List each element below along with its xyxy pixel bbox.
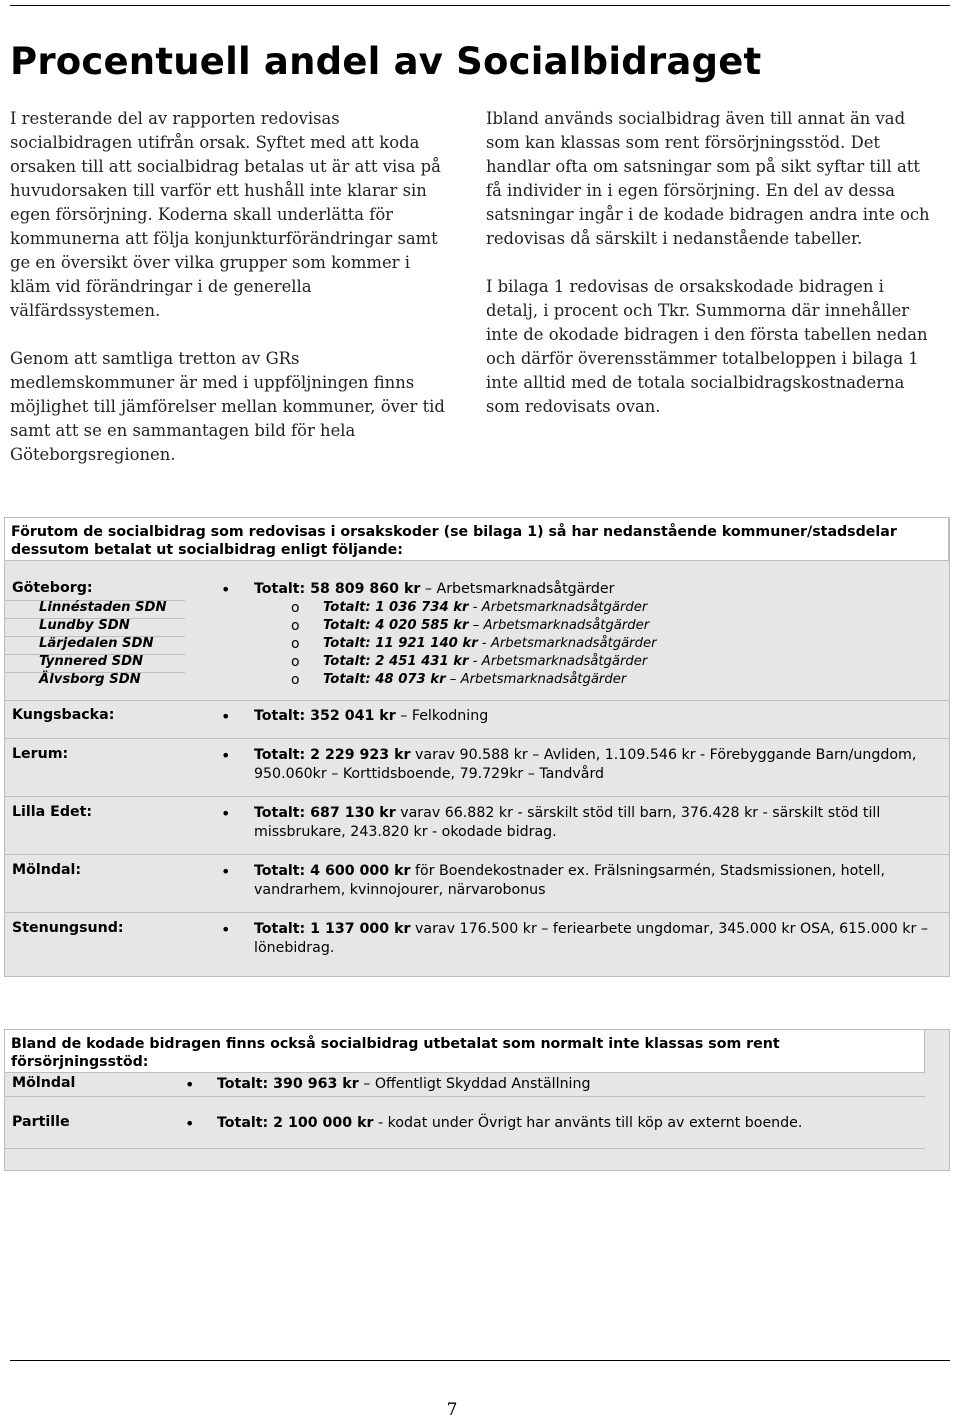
divider bbox=[5, 700, 949, 701]
circle-bullet-icon: o bbox=[291, 654, 300, 670]
row-label: Mölndal: bbox=[12, 862, 82, 878]
row-label: Stenungsund: bbox=[12, 920, 124, 936]
bullet-icon: • bbox=[185, 1075, 195, 1094]
row-content: Totalt: 4 600 000 kr för Boendekostnader ex. Frälsningsarmén, Stadsmissionen, hotell, vandrarhem, kvinnojourer, närvarobonus bbox=[254, 863, 885, 898]
bullet-icon: • bbox=[221, 862, 231, 881]
divider bbox=[5, 854, 949, 855]
bullet-icon: • bbox=[185, 1114, 195, 1133]
table-header: Bland de kodade bidragen finns också socialbidrag utbetalat som normalt inte klassas som rent försörjningsstöd: bbox=[5, 1030, 925, 1073]
divider bbox=[5, 796, 949, 797]
divider bbox=[5, 912, 949, 913]
row-label: Lilla Edet: bbox=[12, 804, 93, 820]
right-text-column bbox=[486, 107, 936, 443]
row-content: Totalt: 2 229 923 kr varav 90.588 kr – Avliden, 1.109.546 kr - Förebyggande Barn/ungdom, 950.060kr – Korttidsboende, 79.729kr – Tandvård bbox=[254, 747, 917, 782]
bullet-icon: • bbox=[221, 804, 231, 823]
page-number: 7 bbox=[446, 1400, 458, 1420]
row-label: Lerum: bbox=[12, 746, 69, 762]
circle-bullet-icon: o bbox=[291, 618, 300, 634]
bullet-icon: • bbox=[221, 746, 231, 765]
bullet-icon: • bbox=[221, 580, 231, 599]
row-content: Totalt: 352 041 kr – Felkodning bbox=[254, 708, 489, 724]
row-label: Göteborg: bbox=[12, 580, 93, 596]
row-content: Totalt: 2 100 000 kr - kodat under Övrigt har använts till köp av externt boende. bbox=[217, 1115, 803, 1131]
left-text-column bbox=[10, 107, 450, 491]
row-label: Mölndal bbox=[12, 1075, 76, 1091]
row-content: Totalt: 687 130 kr varav 66.882 kr - särskilt stöd till barn, 376.428 kr - särskilt stöd till missbrukare, 243.820 kr - okodade bidrag. bbox=[254, 805, 881, 840]
right-paragraph-2: I bilaga 1 redovisas de orsakskodade bidragen i detalj, i procent och Tkr. Summorna där innehåller inte de okodade bidragen i den första tabellen nedan och därför överensstämmer totalbeloppen i bilaga 1 inte alltid med de totala socialbidragskostnaderna som redovisats ovan. bbox=[486, 277, 928, 416]
row-content: Totalt: 390 963 kr – Offentligt Skyddad Anställning bbox=[217, 1076, 591, 1092]
right-paragraph-1: Ibland används socialbidrag även till annat än vad som kan klassas som rent försörjningsstöd. Det handlar ofta om satsningar som på sikt syftar till att få individer in i egen försörjning. En del av dessa satsningar ingår i de kodade bidragen andra inte och redovisas då särskilt i nedanstående tabeller. bbox=[486, 109, 930, 248]
row-label: Partille bbox=[12, 1114, 70, 1130]
coded-allowance-table bbox=[4, 1029, 950, 1171]
circle-bullet-icon: o bbox=[291, 600, 300, 616]
row-content: Totalt: 1 137 000 kr varav 176.500 kr – feriearbete ungdomar, 345.000 kr OSA, 615.000 kr – lönebidrag. bbox=[254, 921, 928, 956]
left-paragraph-1: I resterande del av rapporten redovisas socialbidragen utifrån orsak. Syftet med att koda orsaken till att socialbidrag betalas ut är att visa på huvudorsaken till varför ett hushåll inte klarar sin egen försörjning. Koderna skall underlätta för kommunerna att följa konjunkturförändringar samt ge en översikt över vilka grupper som kommer i kläm vid förändringar i de generella välfärdssystemen. bbox=[10, 109, 441, 320]
divider bbox=[5, 1096, 925, 1097]
divider bbox=[5, 738, 949, 739]
row-label: Kungsbacka: bbox=[12, 707, 115, 723]
circle-bullet-icon: o bbox=[291, 672, 300, 688]
uncoded-allowance-table: Förutom de socialbidrag som redovisas i orsakskoder (se bilaga 1) så har nedanstående kommuner/stadsdelar dessutom betalat ut socialbidrag enligt följande: Göteborg: • Totalt: 58 809 860 kr – Arbetsmarknadsåtgärder Linnéstaden SDN o Totalt: 1 036 734 kr - Arbetsmarknadsåtgärder Lundby SDN o Totalt: 4 020 585 kr – Arbetsmarknadsåtgärder Lärjedalen SDN o Totalt: 11 921 140 kr - Arbetsmarknadsåtgärder Tynnered SDN o Totalt: 2 451 431 kr - Arbetsmarknadsåtgärder Älvsborg SDN o Totalt: 48 073 kr – Arbetsmarknadsåtgärder Kungsbacka: • Totalt: 352 041 kr – Felkodning Lerum: • Totalt: 2 229 923 kr varav 90.588 kr – Avliden, 1.109.546 kr - Förebyggande Barn/ungdom, 950.060kr – Korttidsboende, 79.729kr – Tandvård Lilla Edet: • Totalt: 687 130 kr varav 66.882 kr - särskilt stöd till barn, 376.428 kr - särskilt stöd till missbrukare, 243.820 kr - okodade bidrag. Mölndal: • Totalt: 4 600 000 kr för Boendekostnader ex. Frälsningsarmén, Stadsmissionen, hotell, vandrarhem, kvinnojourer, närvarobonus Stenungsund: • Totalt: 1 137 000 kr varav 176.500 kr – feriearbete ungdomar, 345.000 kr OSA, 615.000 kr – lönebidrag. bbox=[4, 517, 950, 977]
divider bbox=[5, 1148, 925, 1149]
row-content: Totalt: 58 809 860 kr – Arbetsmarknadsåtgärder bbox=[254, 581, 615, 597]
circle-bullet-icon: o bbox=[291, 636, 300, 652]
bullet-icon: • bbox=[221, 920, 231, 939]
top-rule bbox=[10, 5, 950, 6]
page-heading: Procentuell andel av Socialbidraget bbox=[10, 40, 762, 83]
bottom-rule bbox=[10, 1360, 950, 1361]
bullet-icon: • bbox=[221, 707, 231, 726]
table-header: Förutom de socialbidrag som redovisas i orsakskoder (se bilaga 1) så har nedanstående kommuner/stadsdelar dessutom betalat ut socialbidrag enligt följande: bbox=[5, 518, 949, 561]
left-paragraph-2: Genom att samtliga tretton av GRs medlemskommuner är med i uppföljningen finns möjlighet till jämförelser mellan kommuner, över tid samt att se en sammantagen bild för hela Göteborgsregionen. bbox=[10, 349, 445, 464]
